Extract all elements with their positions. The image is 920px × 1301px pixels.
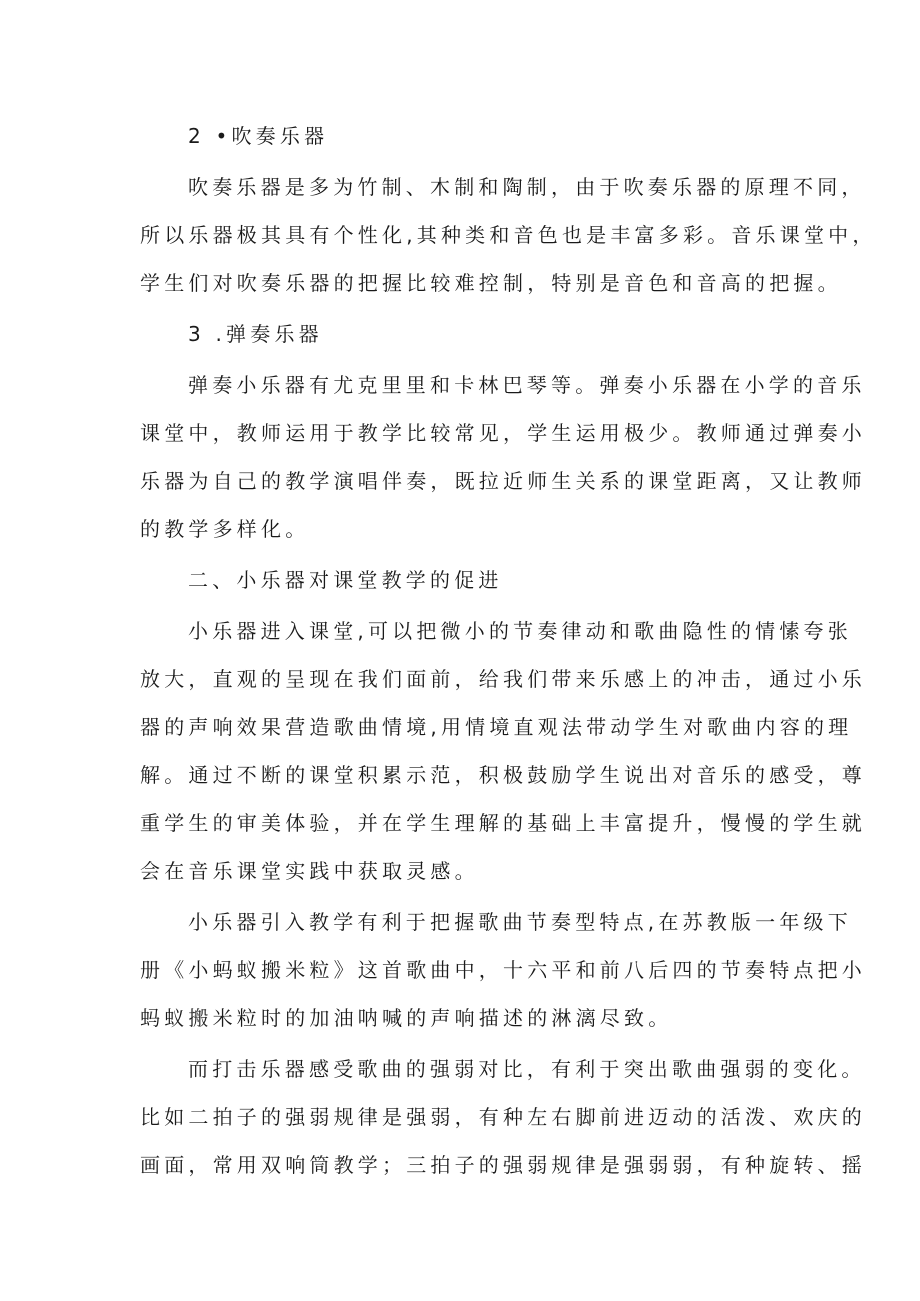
body-paragraph — [140, 607, 866, 895]
text-line: 小乐器进入课堂,可以把微小的节奏律动和歌曲隐性的情愫夸张 — [188, 619, 852, 643]
text-line: 会在音乐课堂实践中获取灵感。 — [140, 859, 479, 883]
section-heading — [140, 556, 820, 604]
text-line: 放大，直观的呈现在我们面前，给我们带来乐感上的冲击，通过小乐 — [140, 667, 866, 691]
text-line: 蚂蚁搬米粒时的加油呐喊的声响描述的淋漓尽致。 — [140, 1006, 673, 1030]
section-heading — [140, 112, 820, 160]
text-line: 册《小蚂蚁搬米粒》这首歌曲中，十六平和前八后四的节奏特点把小 — [140, 958, 866, 982]
text-line: 而打击乐器感受歌曲的强弱对比，有利于突出歌曲强弱的变化。 — [188, 1057, 866, 1081]
text-line: 比如二拍子的强弱规律是强弱，有种左右脚前进迈动的活泼、欢庆的 — [140, 1105, 866, 1129]
body-paragraph — [140, 898, 866, 1042]
text-line: 解。通过不断的课堂积累示范，积极鼓励学生说出对音乐的感受，尊 — [140, 763, 866, 787]
text-line: 2 •吹奏乐器 — [188, 124, 329, 148]
body-paragraph — [140, 361, 866, 553]
text-line: 学生们对吹奏乐器的把握比较难控制，特别是音色和音高的把握。 — [140, 271, 842, 295]
text-line: 器的声响效果营造歌曲情境,用情境直观法带动学生对歌曲内容的理 — [140, 715, 853, 739]
text-line: 课堂中，教师运用于教学比较常见，学生运用极少。教师通过弹奏小 — [140, 421, 866, 445]
text-line: 3 .弹奏乐器 — [188, 322, 323, 346]
text-line: 重学生的审美体验，并在学生理解的基础上丰富提升，慢慢的学生就 — [140, 811, 866, 835]
text-line: 画面，常用双响筒教学；三拍子的强弱规律是强弱弱，有种旋转、摇 — [140, 1153, 866, 1177]
text-line: 小乐器引入教学有利于把握歌曲节奏型特点,在苏教版一年级下 — [188, 910, 852, 934]
text-line: 的教学多样化。 — [140, 517, 310, 541]
section-heading — [140, 310, 820, 358]
text-line: 吹奏乐器是多为竹制、木制和陶制，由于吹奏乐器的原理不同， — [188, 175, 866, 199]
text-line: 所以乐器极其具有个性化,其种类和音色也是丰富多彩。音乐课堂中， — [140, 223, 877, 247]
body-paragraph — [140, 163, 877, 307]
document-page — [140, 109, 877, 1189]
text-line: 弹奏小乐器有尤克里里和卡林巴琴等。弹奏小乐器在小学的音乐 — [188, 373, 866, 397]
body-paragraph — [140, 1045, 866, 1189]
text-line: 二、小乐器对课堂教学的促进 — [188, 568, 503, 592]
text-line: 乐器为自己的教学演唱伴奏，既拉近师生关系的课堂距离，又让教师 — [140, 469, 866, 493]
